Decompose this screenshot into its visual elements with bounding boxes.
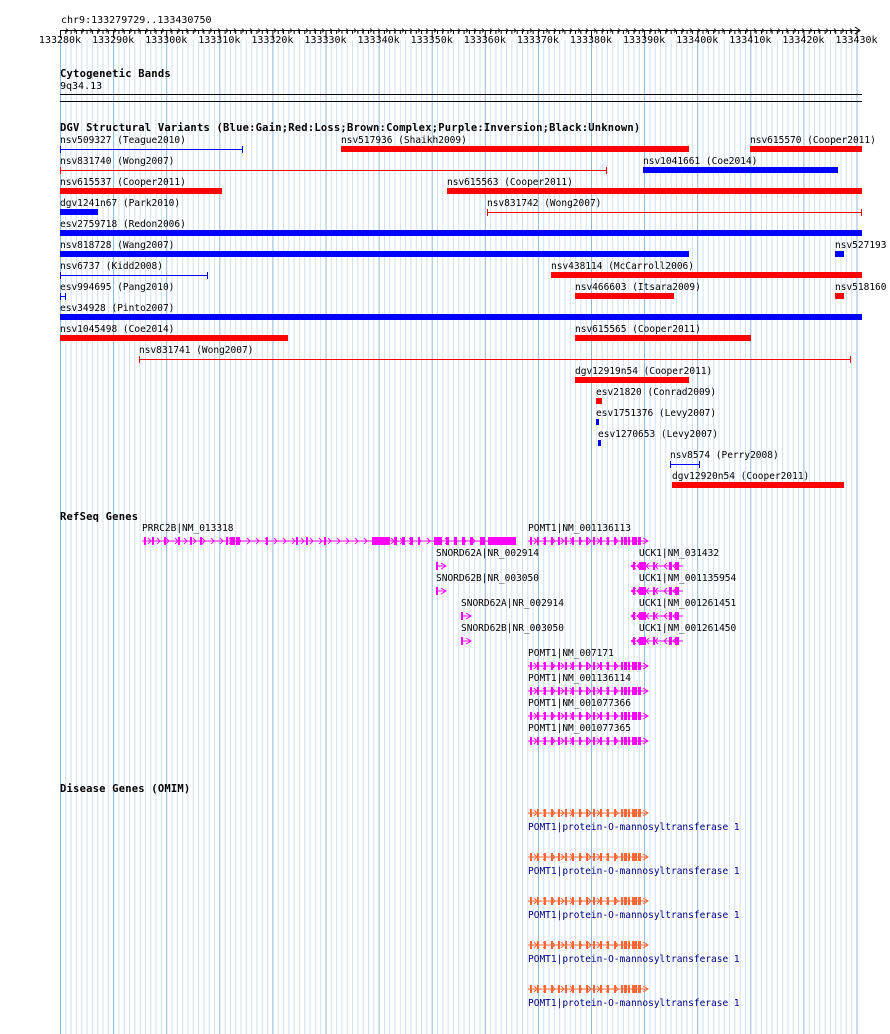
refseq-gene-label[interactable]: UCK1|NM_001135954 bbox=[639, 573, 737, 584]
omim-gene-glyph[interactable] bbox=[528, 807, 650, 819]
dgv-feature-bar[interactable] bbox=[60, 335, 288, 341]
dgv-feature-label[interactable]: nsv509327 (Teague2010) bbox=[60, 135, 186, 146]
dgv-feature-end-cap bbox=[242, 146, 243, 153]
dgv-feature-label[interactable]: nsv518160 bbox=[835, 282, 887, 293]
dgv-feature-bar[interactable] bbox=[596, 419, 599, 425]
dgv-feature-label[interactable]: nsv466603 (Itsara2009) bbox=[575, 282, 701, 293]
dgv-feature-label[interactable]: esv994695 (Pang2010) bbox=[60, 282, 175, 293]
dgv-feature-label[interactable]: nsv527193 bbox=[835, 240, 887, 251]
dgv-feature-bar[interactable] bbox=[341, 146, 689, 152]
dgv-feature-label[interactable]: dgv12920n54 (Cooper2011) bbox=[672, 471, 810, 482]
ruler-tick-label: 133310k bbox=[198, 35, 241, 46]
dgv-feature-label[interactable]: dgv12919n54 (Cooper2011) bbox=[575, 366, 713, 377]
dgv-feature-bar[interactable] bbox=[670, 464, 700, 465]
refseq-gene-glyph[interactable] bbox=[631, 585, 685, 597]
dgv-feature-end-cap bbox=[65, 293, 66, 300]
dgv-feature-bar[interactable] bbox=[575, 335, 751, 341]
dgv-feature-end-cap bbox=[60, 293, 61, 300]
dgv-feature-label[interactable]: nsv831740 (Wong2007) bbox=[60, 156, 175, 167]
dgv-feature-bar[interactable] bbox=[835, 293, 844, 299]
dgv-feature-label[interactable]: nsv615563 (Cooper2011) bbox=[447, 177, 573, 188]
ruler-tick-label: 133330k bbox=[304, 35, 347, 46]
dgv-feature-bar[interactable] bbox=[60, 209, 98, 215]
omim-gene-glyph[interactable] bbox=[528, 895, 650, 907]
refseq-gene-label[interactable]: SNORD62A|NR_002914 bbox=[461, 598, 564, 609]
dgv-feature-end-cap bbox=[861, 209, 862, 216]
refseq-gene-glyph[interactable] bbox=[631, 635, 685, 647]
dgv-feature-bar[interactable] bbox=[60, 188, 222, 194]
dgv-feature-bar[interactable] bbox=[575, 293, 674, 299]
dgv-feature-bar[interactable] bbox=[447, 188, 862, 194]
refseq-gene-label[interactable]: POMT1|NM_007171 bbox=[528, 648, 614, 659]
dgv-feature-label[interactable]: nsv831741 (Wong2007) bbox=[139, 345, 254, 356]
dgv-feature-label[interactable]: nsv615570 (Cooper2011) bbox=[750, 135, 876, 146]
refseq-gene-label[interactable]: SNORD62A|NR_002914 bbox=[436, 548, 539, 559]
refseq-gene-glyph[interactable] bbox=[528, 660, 650, 672]
ruler-tick-label: 133380k bbox=[569, 35, 613, 46]
ruler-tick-label: 133420k bbox=[782, 35, 825, 46]
dgv-feature-bar[interactable] bbox=[60, 170, 607, 171]
dgv-feature-label[interactable]: nsv615537 (Cooper2011) bbox=[60, 177, 186, 188]
omim-gene-label[interactable]: POMT1|protein-O-mannosyltransferase 1 bbox=[528, 910, 740, 921]
dgv-feature-bar[interactable] bbox=[60, 314, 862, 320]
refseq-gene-glyph[interactable] bbox=[528, 685, 650, 697]
refseq-gene-glyph[interactable] bbox=[631, 610, 685, 622]
dgv-feature-label[interactable]: nsv818728 (Wang2007) bbox=[60, 240, 175, 251]
dgv-feature-end-cap bbox=[699, 461, 700, 468]
dgv-feature-end-cap bbox=[207, 272, 208, 279]
dgv-feature-label[interactable]: esv1751376 (Levy2007) bbox=[596, 408, 717, 419]
omim-gene-glyph[interactable] bbox=[528, 939, 650, 951]
dgv-feature-end-cap bbox=[670, 461, 671, 468]
omim-gene-label[interactable]: POMT1|protein-O-mannosyltransferase 1 bbox=[528, 998, 740, 1009]
ruler-tick-label: 133410k bbox=[729, 35, 772, 46]
refseq-gene-label[interactable]: POMT1|NM_001077365 bbox=[528, 723, 631, 734]
omim-track-title: Disease Genes (OMIM) bbox=[60, 783, 191, 795]
refseq-gene-label[interactable]: SNORD62B|NR_003050 bbox=[436, 573, 539, 584]
refseq-gene-glyph[interactable] bbox=[461, 635, 473, 647]
dgv-feature-label[interactable]: esv21820 (Conrad2009) bbox=[596, 387, 717, 398]
dgv-feature-bar[interactable] bbox=[139, 359, 851, 360]
omim-gene-label[interactable]: POMT1|protein-O-mannosyltransferase 1 bbox=[528, 866, 740, 877]
dgv-track-title: DGV Structural Variants (Blue:Gain;Red:Loss;Brown:Complex;Purple:Inversion;Black:Unknown) bbox=[60, 122, 641, 134]
refseq-gene-label[interactable]: UCK1|NM_001261451 bbox=[639, 598, 737, 609]
refseq-gene-glyph[interactable] bbox=[142, 535, 517, 547]
dgv-feature-bar[interactable] bbox=[487, 212, 862, 213]
dgv-feature-end-cap bbox=[139, 356, 140, 363]
omim-gene-label[interactable]: POMT1|protein-O-mannosyltransferase 1 bbox=[528, 822, 740, 833]
dgv-feature-label[interactable]: nsv1041661 (Coe2014) bbox=[643, 156, 758, 167]
dgv-feature-label[interactable]: nsv831742 (Wong2007) bbox=[487, 198, 602, 209]
omim-gene-label[interactable]: POMT1|protein-O-mannosyltransferase 1 bbox=[528, 954, 740, 965]
dgv-feature-label[interactable]: nsv6737 (Kidd2008) bbox=[60, 261, 163, 272]
refseq-gene-glyph[interactable] bbox=[461, 610, 473, 622]
ruler-tick-label: 133290k bbox=[92, 35, 135, 46]
cyto-band-label: 9q34.13 bbox=[60, 81, 103, 92]
dgv-feature-label[interactable]: nsv438114 (McCarroll2006) bbox=[551, 261, 694, 272]
dgv-feature-end-cap bbox=[60, 272, 61, 279]
refseq-gene-label[interactable]: POMT1|NM_001077366 bbox=[528, 698, 631, 709]
ruler-tick-label: 133430k bbox=[835, 35, 878, 46]
dgv-feature-bar[interactable] bbox=[835, 251, 844, 257]
dgv-feature-end-cap bbox=[487, 209, 488, 216]
dgv-feature-bar[interactable] bbox=[596, 398, 602, 404]
cyto-track-title: Cytogenetic Bands bbox=[60, 68, 171, 80]
dgv-feature-end-cap bbox=[60, 146, 61, 153]
dgv-feature-bar[interactable] bbox=[60, 251, 689, 257]
refseq-gene-label[interactable]: POMT1|NM_001136113 bbox=[528, 523, 631, 534]
ruler-tick-label: 133400k bbox=[676, 35, 719, 46]
omim-gene-glyph[interactable] bbox=[528, 983, 650, 995]
dgv-feature-end-cap bbox=[606, 167, 607, 174]
ruler-tick-label: 133360k bbox=[463, 35, 506, 46]
ruler-tick-label: 133280k bbox=[38, 35, 82, 46]
dgv-feature-bar[interactable] bbox=[672, 482, 844, 488]
dgv-feature-bar[interactable] bbox=[60, 149, 243, 150]
dgv-feature-bar[interactable] bbox=[598, 440, 601, 446]
refseq-gene-glyph[interactable] bbox=[528, 535, 650, 547]
ruler-tick-label: 133340k bbox=[357, 35, 400, 46]
ruler-tick-label: 133350k bbox=[410, 35, 453, 46]
ruler-tick-label: 133320k bbox=[251, 35, 294, 46]
refseq-gene-label[interactable]: UCK1|NM_031432 bbox=[639, 548, 720, 559]
cyto-band-top-line bbox=[60, 94, 862, 95]
dgv-feature-bar[interactable] bbox=[643, 167, 838, 173]
refseq-gene-glyph[interactable] bbox=[528, 710, 650, 722]
refseq-gene-glyph[interactable] bbox=[528, 735, 650, 747]
dgv-feature-bar[interactable] bbox=[551, 272, 862, 278]
refseq-gene-label[interactable]: POMT1|NM_001136114 bbox=[528, 673, 631, 684]
location-label: chr9:133279729..133430750 bbox=[61, 15, 212, 26]
dgv-feature-bar[interactable] bbox=[575, 377, 689, 383]
dgv-feature-label[interactable]: nsv517936 (Shaikh2009) bbox=[341, 135, 467, 146]
ruler-tick-label: 133300k bbox=[145, 35, 188, 46]
refseq-gene-glyph[interactable] bbox=[436, 585, 448, 597]
refseq-gene-label[interactable]: SNORD62B|NR_003050 bbox=[461, 623, 564, 634]
dgv-feature-label[interactable]: nsv615565 (Cooper2011) bbox=[575, 324, 701, 335]
dgv-feature-end-cap bbox=[850, 356, 851, 363]
omim-gene-glyph[interactable] bbox=[528, 851, 650, 863]
refseq-gene-label[interactable]: PRRC2B|NM_013318 bbox=[142, 523, 234, 534]
dgv-feature-label[interactable]: dgv1241n67 (Park2010) bbox=[60, 198, 181, 209]
dgv-feature-end-cap bbox=[60, 167, 61, 174]
dgv-feature-label[interactable]: esv34928 (Pinto2007) bbox=[60, 303, 175, 314]
refseq-track-title: RefSeq Genes bbox=[60, 511, 139, 523]
refseq-gene-glyph[interactable] bbox=[631, 560, 685, 572]
refseq-gene-label[interactable]: UCK1|NM_001261450 bbox=[639, 623, 737, 634]
dgv-feature-bar[interactable] bbox=[60, 275, 208, 276]
dgv-feature-bar[interactable] bbox=[750, 146, 862, 152]
refseq-gene-glyph[interactable] bbox=[436, 560, 448, 572]
ruler-tick-label: 133370k bbox=[516, 35, 559, 46]
dgv-feature-label[interactable]: nsv8574 (Perry2008) bbox=[670, 450, 779, 461]
dgv-feature-bar[interactable] bbox=[60, 230, 862, 236]
ruler-tick-label: 133390k bbox=[623, 35, 666, 46]
dgv-feature-label[interactable]: esv2759718 (Redon2006) bbox=[60, 219, 186, 230]
cyto-band-bottom-line bbox=[60, 101, 862, 102]
dgv-feature-label[interactable]: esv1270653 (Levy2007) bbox=[598, 429, 719, 440]
dgv-feature-label[interactable]: nsv1045498 (Coe2014) bbox=[60, 324, 175, 335]
